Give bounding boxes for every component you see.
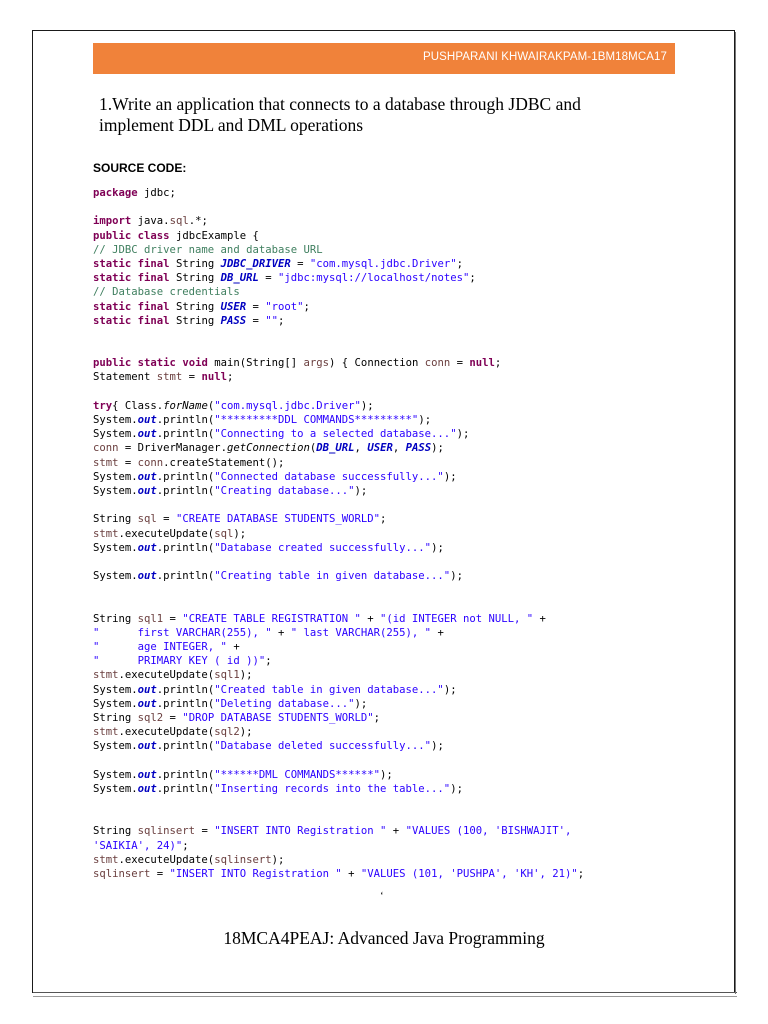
code-line: [93, 342, 693, 356]
code-line: System.out.println("******DML COMMANDS******");: [93, 768, 393, 781]
page-mark: ‘: [380, 890, 384, 902]
code-line: [93, 498, 693, 512]
page-border-shadow-right: [735, 32, 738, 994]
code-line: System.out.println("*********DDL COMMANDS*********");: [93, 414, 432, 426]
page-border-shadow-bottom: [33, 992, 737, 997]
code-line: stmt.executeUpdate(sql2);: [93, 726, 253, 739]
code-line: 'SAIKIA', 24)";: [93, 839, 189, 852]
code-line: System.out.println("Connected database successfully...");: [93, 470, 457, 483]
code-line: // JDBC driver name and database URL: [93, 243, 323, 256]
code-line: System.out.println("Database created successfully...");: [93, 541, 444, 554]
source-code-heading: SOURCE CODE:: [93, 161, 187, 175]
code-line: conn = DriverManager.getConnection(DB_URL, USER, PASS);: [93, 442, 444, 455]
code-line: static final String DB_URL = "jdbc:mysql://localhost/notes";: [93, 272, 476, 285]
code-line: package jdbc;: [93, 187, 176, 199]
code-line: stmt.executeUpdate(sqlinsert);: [93, 853, 285, 866]
code-line: static final String USER = "root";: [93, 300, 310, 313]
code-line: stmt.executeUpdate(sql1);: [93, 669, 253, 682]
code-line: // Database credentials: [93, 286, 240, 299]
code-line: System.out.println("Connecting to a selected database...");: [93, 428, 470, 441]
code-line: [93, 597, 693, 611]
code-line: import java.sql.*;: [93, 215, 208, 228]
code-line: " age INTEGER, " +: [93, 641, 240, 653]
code-line: [93, 200, 693, 214]
code-line: String sql2 = "DROP DATABASE STUDENTS_WORLD";: [93, 711, 381, 724]
code-line: [93, 810, 693, 824]
code-line: String sql1 = "CREATE TABLE REGISTRATION " + "(id INTEGER not NULL, " +: [93, 612, 546, 625]
footer-course-title: 18MCA4PEAJ: Advanced Java Programming: [223, 928, 545, 948]
code-line: static final String PASS = "";: [93, 314, 285, 327]
code-line: public static void main(String[] args) { Connection conn = null;: [93, 357, 502, 370]
code-line: System.out.println("Creating table in given database...");: [93, 570, 463, 583]
code-line: System.out.println("Creating database...");: [93, 484, 368, 497]
code-line: try{ Class.forName("com.mysql.jdbc.Driver");: [93, 399, 374, 412]
code-line: [93, 385, 693, 399]
question-text: 1.Write an application that connects to a database through JDBC and implement DDL and DML operations: [99, 94, 581, 135]
code-line: [93, 555, 693, 569]
code-line: stmt = conn.createStatement();: [93, 456, 285, 469]
code-line: [93, 583, 693, 597]
code-line: static final String JDBC_DRIVER = "com.mysql.jdbc.Driver";: [93, 257, 463, 270]
author-banner: [93, 43, 675, 74]
code-line: " PRIMARY KEY ( id ))";: [93, 655, 272, 668]
code-line: String sql = "CREATE DATABASE STUDENTS_WORLD";: [93, 513, 387, 526]
code-line: Statement stmt = null;: [93, 371, 234, 384]
code-line: sqlinsert = "INSERT INTO Registration " + "VALUES (101, 'PUSHPA', 'KH', 21)";: [93, 868, 585, 880]
code-line: System.out.println("Deleting database...");: [93, 697, 368, 710]
code-line: System.out.println("Database deleted successfully...");: [93, 740, 444, 753]
source-code-block: [93, 186, 693, 881]
author-banner-text: PUSHPARANI KHWAIRAKPAM-1BM18MCA17: [422, 51, 667, 63]
code-line: System.out.println("Inserting records into the table...");: [93, 782, 463, 795]
code-line: System.out.println("Created table in given database...");: [93, 683, 457, 696]
code-line: [93, 796, 693, 810]
code-line: public class jdbcExample {: [93, 229, 259, 242]
code-line: String sqlinsert = "INSERT INTO Registration " + "VALUES (100, 'BISHWAJIT',: [93, 825, 572, 838]
code-line: [93, 754, 693, 768]
code-line: stmt.executeUpdate(sql);: [93, 527, 247, 540]
code-line: " first VARCHAR(255), " + " last VARCHAR(255), " +: [93, 626, 444, 639]
code-line: [93, 328, 693, 342]
